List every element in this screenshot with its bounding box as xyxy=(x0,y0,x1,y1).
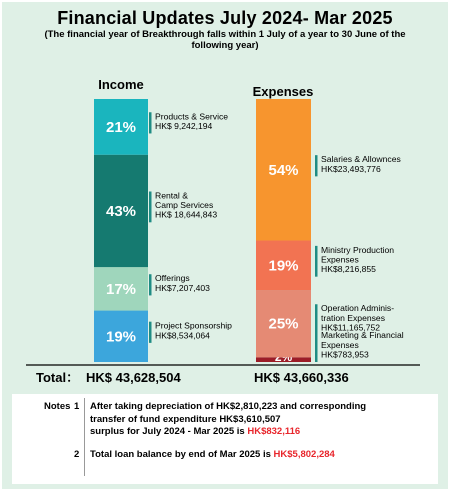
income-amount-label: HK$ 9,242,194 xyxy=(155,120,213,131)
expenses-amount-label: HK$11,165,752 xyxy=(321,322,381,333)
notes-heading: Notes xyxy=(44,401,71,412)
label-marker xyxy=(149,112,152,133)
income-category-label: Rental & xyxy=(155,190,188,201)
note-2-line-1: Total loan balance by end of Mar 2025 is xyxy=(90,449,274,460)
income-category-label: Project Sponsorship xyxy=(155,320,232,331)
expenses-category-label: Marketing & Financial xyxy=(321,330,404,341)
expenses-percent-label: 19% xyxy=(268,257,299,275)
expenses-category-label: Ministry Production xyxy=(321,244,395,255)
note-1-line-2: transfer of fund expenditure HK$3,610,507 xyxy=(90,413,281,425)
expenses-percent-label: 54% xyxy=(268,161,299,179)
income-amount-label: HK$ 18,644,843 xyxy=(155,209,218,220)
income-percent-label: 21% xyxy=(105,118,137,136)
expenses-amount-label: HK$23,493,776 xyxy=(321,163,381,174)
loan-balance-amount: HK$5,802,284 xyxy=(273,449,335,460)
note-1-text xyxy=(90,401,430,439)
income-category-label: Offerings xyxy=(155,273,190,284)
label-marker xyxy=(149,192,152,223)
income-bar-group xyxy=(94,99,232,362)
surplus-amount: HK$832,116 xyxy=(247,426,301,437)
expenses-category-label: Salaries & Allownces xyxy=(321,154,401,165)
expenses-percent-label: 25% xyxy=(268,315,299,333)
income-percent-label: 43% xyxy=(105,202,137,220)
page-title: Financial Updates July 2024- Mar 2025 xyxy=(57,8,393,28)
expenses-category-label: Expenses xyxy=(321,254,359,265)
label-marker xyxy=(315,155,318,176)
income-category-label: Camp Services xyxy=(155,200,214,211)
label-marker xyxy=(315,331,318,362)
label-marker xyxy=(149,322,152,343)
income-percent-label: 17% xyxy=(105,280,137,298)
notes-box xyxy=(12,394,438,484)
notes-divider xyxy=(84,398,85,476)
expenses-amount-label: HK$8,216,855 xyxy=(321,264,376,275)
income-amount-label: HK$8,534,064 xyxy=(155,330,210,341)
note-number: 2 xyxy=(74,449,80,460)
label-marker xyxy=(315,304,318,335)
income-chart-title: Income xyxy=(98,77,144,92)
income-category-label: Products & Service xyxy=(155,111,229,122)
label-marker xyxy=(149,274,152,295)
income-amount-label: HK$7,207,403 xyxy=(155,282,210,293)
label-marker xyxy=(315,246,318,277)
note-2-text xyxy=(90,449,430,462)
page-subtitle: (The financial year of Breakthrough falls within 1 July of a year to 30 June of the following year) xyxy=(44,29,406,51)
note-1-line-3-text: surplus for July 2024 - Mar 2025 is xyxy=(90,426,248,437)
income-total: HK$ 43,628,504 xyxy=(86,370,181,385)
income-percent-label: 19% xyxy=(105,328,137,346)
expenses-category-label: Operation Adminis- xyxy=(321,303,395,314)
expenses-total: HK$ 43,660,336 xyxy=(254,370,349,385)
total-label: Total： xyxy=(36,370,80,385)
note-number: 1 xyxy=(74,401,80,412)
note-1-line-3 xyxy=(90,426,430,439)
expenses-chart-title: Expenses xyxy=(252,84,314,99)
expenses-category-label: tration Expenses xyxy=(321,312,386,323)
note-1-line-1: After taking depreciation of HK$2,810,223 and corresponding xyxy=(90,401,367,412)
expenses-bar-group xyxy=(256,99,404,364)
expenses-category-label: Expenses xyxy=(321,339,359,350)
expenses-amount-label: HK$783,953 xyxy=(321,349,369,360)
